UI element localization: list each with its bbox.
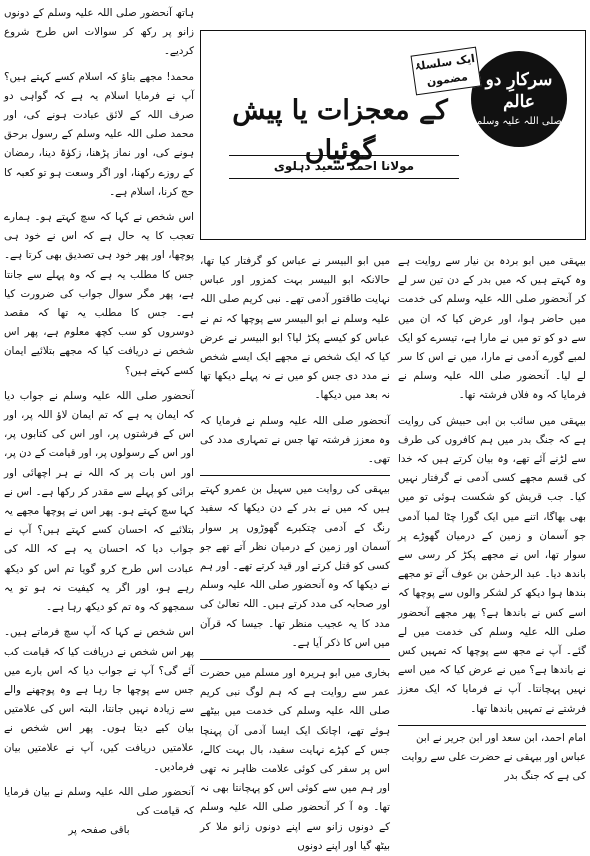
paragraph: بیہقی کی روایت میں سہیل بن عمرو کہتے ہیں کہ میں نے بدر کے دن دیکھا کہ سفید رنگ کے آدمی چتکبرے گھوڑوں پر سوار آسمان اور زمین کے درمیان نظر آتے تھے جو کسی کو قتل کرتے اور قید کرتے تھے۔ اور ہم نے دیکھا کہ وہ آنحضور صلی اللہ علیہ وسلم اور صحابہ کی مدد کرتے ہیں۔ اللہ تعالیٰ کی مدد کا یہ عجیب منظر تھا۔ جیسا کہ قرآن میں اس کا ذکر آیا ہے۔ (200, 475, 390, 653)
column-middle (200, 252, 390, 852)
paragraph: بیہقی میں ابو بردہ بن نیار سے روایت ہے وہ کہتے ہیں کہ میں بدر کے دن تین سر لے کر آنحضور صلی اللہ علیہ وسلم کی خدمت میں حاضر ہوا، اور عرض کیا کہ ان میں سے دو کو تو میں نے مارا ہے، تیسرے کو ایک لمبے گورے آدمی نے مارا، میں نے اس کا سر لے لیا۔ آنحضور صلی اللہ علیہ وسلم نے فرمایا کہ وہ فلاں فرشتہ تھا۔ (398, 255, 586, 402)
paragraph: اس شخص نے کہا کہ آپ سچ فرماتے ہیں۔ پھر اس شخص نے دریافت کیا کہ قیامت کب آئے گی؟ آپ نے جواب دیا کہ اس بارے میں جس سے پوچھا جا رہا ہے وہ پوچھنے والے سے زیادہ نہیں جانتا، البتہ اس کی علامتیں بیان کیے دیتا ہوں۔ پھر اس شخص نے علامتیں دریافت کیں، آپ نے علامتیں بیان فرمادیں۔ (4, 626, 194, 773)
paragraph: بیہقی میں سائب بن ابی حبیش کی روایت ہے کہ جنگ بدر میں ہم کافروں کی طرف سے لڑنے آئے تھے، وہ بیان کرتے ہیں کہ خدا کی قسم مجھے کسی آدمی نے گرفتار نہیں کیا۔ جب قریش کو شکست ہوئی تو میں بھی بھاگا، اتنے میں ایک گورا چٹا لمبا آدمی جو آسمان و زمین کے درمیان گھوڑے پر سوار تھا، اس نے مجھے پکڑ کر رسی سے باندھ دیا۔ عبد الرحمٰن بن عوف آئے تو مجھے بندھا ہوا دیکھ کر لشکر والوں سے پوچھا کہ اسے کس نے باندھا ہے؟ پھر مجھے آنحضور صلی اللہ علیہ وسلم کی خدمت میں لے گئے۔ آپ نے مجھ سے پوچھا کہ تمہیں کس نے باندھا ہے؟ میں نے عرض کیا کہ میں اسے نہیں پہچانتا۔ آپ نے فرمایا کہ ایک معزز فرشتے نے تمہیں باندھا تھا۔ (398, 414, 586, 715)
paragraph: اس شخص نے کہا کہ سچ کہتے ہو۔ ہمارے تعجب کا یہ حال ہے کہ اس نے خود ہی پوچھا، اور پھر خود ہی تصدیق بھی کرتا ہے۔ جس کا مطلب یہ ہے کہ وہ پہلے سے جانتا ہے، پھر مگر سوال جواب کی ضرورت کیا ہے۔ جس کا مطلب یہ تھا کہ مقصد دوسروں کو سب کچھ معلوم ہے، پھر اس شخص نے دریافت کیا کہ مجھے بتلائیے ایمان کسے کہتے ہیں؟ (4, 211, 194, 377)
author-byline: مولانا احمد سعید دہلوی (229, 155, 459, 179)
article-header (200, 30, 586, 240)
paragraph: میں ابو البیسر نے عباس کو گرفتار کیا تھا، حالانکہ ابو البیسر بہت کمزور اور عباس نہایت طاقتور آدمی تھے۔ نبی کریم صلی اللہ علیہ وسلم نے ابو البیسر سے پوچھا کہ تم نے عباس کو کیسے پکڑ لیا؟ ابو البیسر نے عرض کیا کہ ایک شخص نے مجھے ایک ایسے شخص نے مدد دی جس کو میں نے نہ پہلے دیکھا تھا نہ بعد میں دیکھا۔ (200, 255, 390, 402)
paragraph: باقی صفحہ پر (68, 824, 130, 837)
paragraph: بخاری میں ابو ہریرہ اور مسلم میں حضرت عمر سے روایت ہے کہ ہم لوگ نبی کریم صلی اللہ علیہ وسلم کی خدمت میں بیٹھے ہوئے تھے، اچانک ایک ایسا آدمی آن پہنچا جس کے کپڑے نہایت سفید، بال بہت کالے، اس پر سفر کی کوئی علامت ظاہر نہ تھی اور ہم میں سے کوئی اس کو پہچانتا بھی نہ تھا۔ وہ آ کر آنحضور صلی اللہ علیہ وسلم کے دونوں زانو سے اپنے دونوں زانو ملا کر بیٹھ گیا اور اپنے دونوں (200, 659, 390, 856)
emblem-sub-text: صلی اللہ علیہ وسلم (476, 116, 562, 127)
article-title: کے معجزات یا پیش گوئیاں (232, 95, 448, 166)
title-emblem (471, 51, 567, 147)
paragraph: آنحضور صلی اللہ علیہ وسلم نے فرمایا کہ وہ معزز فرشتہ تھا جس نے تمہاری مدد کی تھی۔ (200, 414, 390, 466)
paragraph: امام احمد، ابن سعد اور ابن جریر نے ابن عباس اور بیہقی نے حضرت علی سے روایت کی ہے کہ جنگ بدر (398, 725, 586, 787)
paragraph: آنحضور صلی اللہ علیہ وسلم نے جواب دیا کہ ایمان یہ ہے کہ تم ایمان لاؤ اللہ پر، اور اس کے فرشتوں پر، اور اس کی کتابوں پر، اور اس کے رسولوں پر، اور قیامت کے دن پر، اور اس بات پر کہ اللہ نے ہر اچھائی اور برائی کو پہلے سے مقدر کر رکھا ہے۔ اس نے کہا سچ کہتے ہو۔ پھر اس نے پوچھا مجھے یہ بتلائیے کہ احسان کسے کہتے ہیں؟ آپ نے جواب دیا کہ احسان یہ ہے کہ اللہ کی عبادت اس طرح کرو گویا تم اس کو دیکھ رہے ہو، اور اگر یہ کیفیت نہ ہو تو یہ سمجھو کہ وہ تم کو دیکھ رہا ہے۔ (4, 389, 194, 614)
paragraph: محمد! مجھے بتاؤ کہ اسلام کسے کہتے ہیں؟ آپ نے فرمایا اسلام یہ ہے کہ گواہی دو صرف اللہ کے لائق عبادت ہونے کی، اور محمد صلی اللہ علیہ وسلم کے رسول برحق ہونے کی، اور نماز پڑھنا، زکوٰۃ دینا، رمضان کے روزے رکھنا، اور اگر وسعت ہو تو کعبہ کا حج کرنا، اسلام ہے۔ (4, 70, 194, 198)
column-right (398, 252, 586, 783)
emblem-main-text: سرکارِ دو عالم (485, 70, 553, 112)
paragraph: ہاتھ آنحضور صلی اللہ علیہ وسلم کے دونوں زانو پر رکھ کر سوالات اس طرح شروع کردیے۔ (4, 7, 194, 58)
paragraph: آنحضور صلی اللہ علیہ وسلم نے بیان فرمایا کہ قیامت کی (4, 785, 194, 818)
series-label: ایک سلسلۂ مضمون (411, 47, 482, 96)
column-left (4, 4, 194, 837)
